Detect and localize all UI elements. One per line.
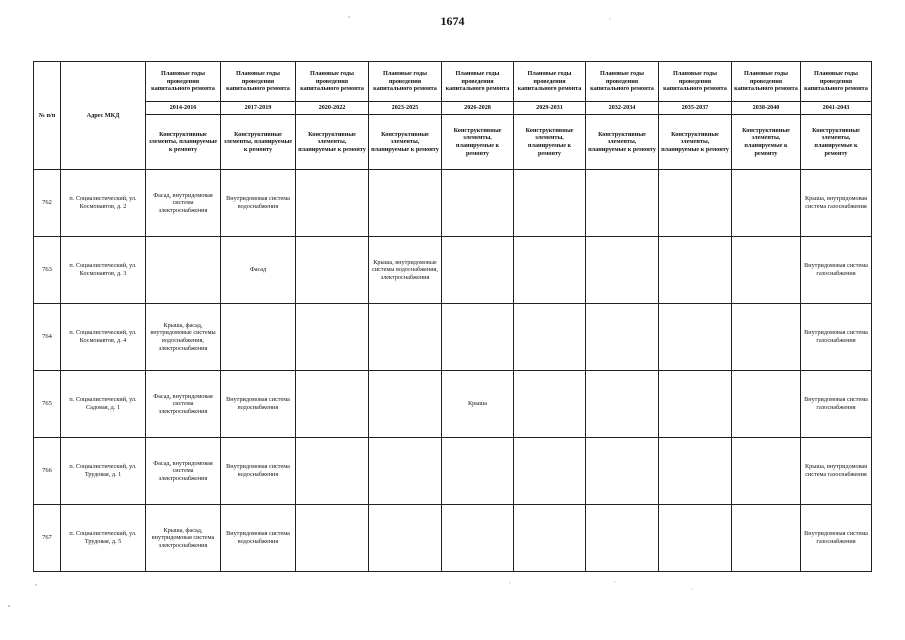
table-row xyxy=(34,237,872,304)
row-address: п. Социалистический, ул. Космонавтов, д. 3 xyxy=(61,237,146,304)
table-cell xyxy=(659,304,732,371)
header-period: 2029-2031 xyxy=(514,102,586,115)
header-elements: Конструктивные элементы, планируемые к ремонту xyxy=(442,115,514,170)
table-cell xyxy=(732,170,801,237)
table-cell xyxy=(659,237,732,304)
header-plan-years: Плановые годы проведения капитального ремонта xyxy=(514,62,586,102)
row-number: 764 xyxy=(34,304,61,371)
table-cell: Фасад, внутридомовая система электроснабжения xyxy=(146,170,221,237)
table-cell xyxy=(586,304,659,371)
header-address: Адрес МКД xyxy=(61,62,146,170)
header-plan-years: Плановые годы проведения капитального ремонта xyxy=(369,62,442,102)
table-cell: Крыша, фасад, внутридомовая система электроснабжения xyxy=(146,505,221,572)
table-cell xyxy=(732,371,801,438)
page-number: 1674 xyxy=(440,14,465,28)
table-cell xyxy=(442,304,514,371)
table-cell xyxy=(296,505,369,572)
table-cell xyxy=(442,237,514,304)
table-cell: Крыша, внутридомовые системы водоснабжения, электроснабжения xyxy=(369,237,442,304)
table-cell xyxy=(732,304,801,371)
table-cell: Крыша, внутридомовая система газоснабжения xyxy=(801,170,872,237)
table-cell: Внутридомовая система водоснабжения xyxy=(221,438,296,505)
table-cell: Внутридомовая система газоснабжения xyxy=(801,505,872,572)
table-cell xyxy=(514,505,586,572)
row-address: п. Социалистический, ул. Садовая, д. 1 xyxy=(61,371,146,438)
row-number: 767 xyxy=(34,505,61,572)
repair-schedule-table xyxy=(33,61,872,572)
table-cell: Крыша, внутридомовая система газоснабжения xyxy=(801,438,872,505)
header-elements: Конструктивные элементы, планируемые к ремонту xyxy=(659,115,732,170)
table-row xyxy=(34,438,872,505)
table-cell xyxy=(659,371,732,438)
header-elements: Конструктивные элементы, планируемые к ремонту xyxy=(369,115,442,170)
table-cell xyxy=(442,170,514,237)
row-address: п. Социалистический, ул. Космонавтов, д. 2 xyxy=(61,170,146,237)
header-period: 2035-2037 xyxy=(659,102,732,115)
header-plan-years: Плановые годы проведения капитального ремонта xyxy=(221,62,296,102)
table-cell xyxy=(296,170,369,237)
table-cell xyxy=(369,170,442,237)
header-period: 2041-2043 xyxy=(801,102,872,115)
header-period: 2023-2025 xyxy=(369,102,442,115)
header-elements: Конструктивные элементы, планируемые к ремонту xyxy=(732,115,801,170)
header-period: 2014-2016 xyxy=(146,102,221,115)
table-cell xyxy=(442,505,514,572)
header-plan-years: Плановые годы проведения капитального ремонта xyxy=(659,62,732,102)
table-cell: Крыша, фасад, внутридомовые системы водоснабжения, электроснабжения xyxy=(146,304,221,371)
row-number: 766 xyxy=(34,438,61,505)
header-elements: Конструктивные элементы, планируемые к ремонту xyxy=(296,115,369,170)
header-elements: Конструктивные элементы, планируемые к ремонту xyxy=(801,115,872,170)
table-cell xyxy=(586,505,659,572)
table-cell xyxy=(221,304,296,371)
row-address: п. Социалистический, ул. Трудовая, д. 1 xyxy=(61,438,146,505)
table-cell xyxy=(659,170,732,237)
header-plan-years: Плановые годы проведения капитального ремонта xyxy=(442,62,514,102)
header-elements: Конструктивные элементы, планируемые к ремонту xyxy=(146,115,221,170)
table-cell xyxy=(732,505,801,572)
header-period: 2038-2040 xyxy=(732,102,801,115)
table-cell xyxy=(369,304,442,371)
header-elements: Конструктивные элементы, планируемые к ремонту xyxy=(221,115,296,170)
table-cell: Внутридомовая система водоснабжения xyxy=(221,371,296,438)
table-cell xyxy=(296,371,369,438)
header-period: 2020-2022 xyxy=(296,102,369,115)
table-cell: Фасад, внутридомовая система электроснабжения xyxy=(146,371,221,438)
table-cell xyxy=(514,170,586,237)
row-number: 762 xyxy=(34,170,61,237)
table-cell xyxy=(659,505,732,572)
table-cell: Внутридомовая система газоснабжения xyxy=(801,371,872,438)
header-row-periods xyxy=(34,102,872,115)
header-plan-years: Плановые годы проведения капитального ремонта xyxy=(146,62,221,102)
table-cell: Фасад, внутридомовая система электроснабжения xyxy=(146,438,221,505)
table-cell xyxy=(369,438,442,505)
table-cell xyxy=(296,304,369,371)
table-cell xyxy=(514,304,586,371)
table-cell xyxy=(732,237,801,304)
table-row xyxy=(34,170,872,237)
row-number: 765 xyxy=(34,371,61,438)
header-plan-years: Плановые годы проведения капитального ремонта xyxy=(801,62,872,102)
header-elements: Конструктивные элементы, планируемые к ремонту xyxy=(514,115,586,170)
header-row-elements xyxy=(34,115,872,170)
header-plan-years: Плановые годы проведения капитального ремонта xyxy=(732,62,801,102)
row-number: 763 xyxy=(34,237,61,304)
table-cell xyxy=(296,438,369,505)
table-row xyxy=(34,304,872,371)
header-number: № п/п xyxy=(34,62,61,170)
table-cell: Внутридомовая система водоснабжения xyxy=(221,170,296,237)
row-address: п. Социалистический, ул. Космонавтов, д. 4 xyxy=(61,304,146,371)
header-elements: Конструктивные элементы, планируемые к ремонту xyxy=(586,115,659,170)
table-cell xyxy=(514,371,586,438)
header-period: 2017-2019 xyxy=(221,102,296,115)
table-cell: Крыша xyxy=(442,371,514,438)
table-cell xyxy=(659,438,732,505)
table-cell: Внутридомовая система газоснабжения xyxy=(801,304,872,371)
table-cell: Внутридомовая система газоснабжения xyxy=(801,237,872,304)
table-cell xyxy=(732,438,801,505)
table-cell xyxy=(586,438,659,505)
table-cell xyxy=(514,237,586,304)
table-cell xyxy=(586,371,659,438)
header-plan-years: Плановые годы проведения капитального ремонта xyxy=(586,62,659,102)
row-address: п. Социалистический, ул. Трудовая, д. 5 xyxy=(61,505,146,572)
table-cell xyxy=(369,505,442,572)
table-cell xyxy=(369,371,442,438)
table-row xyxy=(34,505,872,572)
table-cell xyxy=(586,170,659,237)
header-plan-years: Плановые годы проведения капитального ремонта xyxy=(296,62,369,102)
header-period: 2032-2034 xyxy=(586,102,659,115)
header-row-plan-years xyxy=(34,62,872,102)
table-cell xyxy=(514,438,586,505)
table-cell xyxy=(442,438,514,505)
table-cell xyxy=(146,237,221,304)
table-cell: Внутридомовая система водоснабжения xyxy=(221,505,296,572)
table-cell xyxy=(586,237,659,304)
header-period: 2026-2028 xyxy=(442,102,514,115)
table-cell: Фасад xyxy=(221,237,296,304)
table-row xyxy=(34,371,872,438)
table-cell xyxy=(296,237,369,304)
